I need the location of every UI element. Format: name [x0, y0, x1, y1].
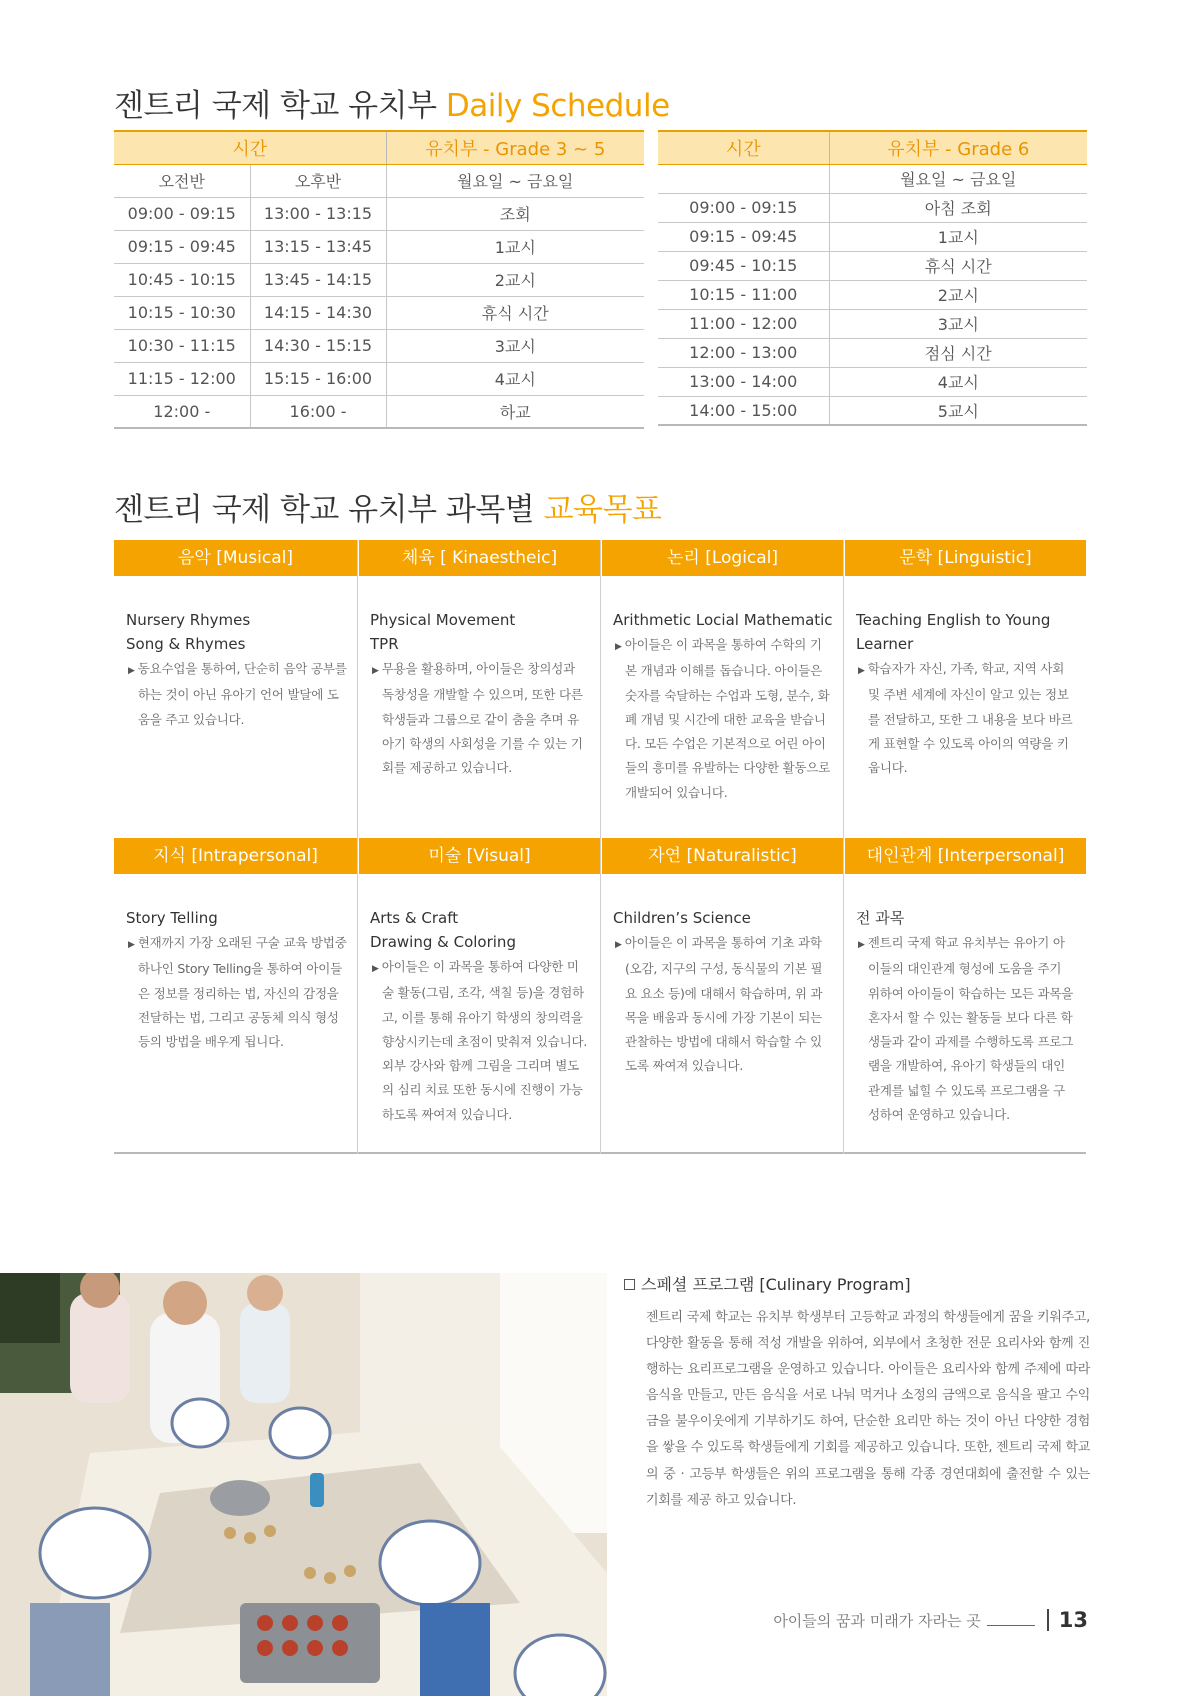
triangle-bullet-icon: ▶ — [128, 940, 135, 950]
subject-title: Nursery Rhymes Song & Rhymes — [126, 611, 251, 653]
table-cell: 1교시 — [829, 222, 1087, 251]
footer-separator-bar — [1047, 1609, 1049, 1631]
subject-intrapersonal — [114, 838, 357, 1154]
subject-interpersonal — [843, 838, 1086, 1154]
table-cell: 12:00 - — [114, 395, 250, 428]
subject-title: Arts & Craft Drawing & Coloring — [370, 909, 516, 951]
table-cell: 3교시 — [386, 329, 644, 362]
subject-visual — [357, 838, 600, 1154]
schedule-table-grade6 — [658, 130, 1087, 426]
table2-header-grade: 유치부 - Grade 6 — [829, 131, 1087, 164]
triangle-bullet-icon: ▶ — [372, 666, 379, 676]
table-cell: 2교시 — [829, 280, 1087, 309]
triangle-bullet-icon: ▶ — [858, 940, 865, 950]
subject-desc: 무용을 활용하며, 아이들은 창의성과 독창성을 개발할 수 있으며, 또한 다른 학생들과 그룹으로 같이 춤을 추며 유아기 학생의 사회성을 기를 수 있는 기회를 제공하고 있습니다. — [381, 661, 583, 776]
footer-divider-line — [987, 1625, 1035, 1626]
table-cell: 11:00 - 12:00 — [658, 309, 829, 338]
subject-naturalistic — [600, 838, 843, 1154]
table-row — [114, 362, 644, 395]
culinary-title: 스페셜 프로그램 [Culinary Program] — [641, 1275, 911, 1294]
schedule-table-grade3-5 — [114, 130, 644, 429]
table-cell: 점심 시간 — [829, 338, 1087, 367]
subject-title: 전 과목 — [856, 909, 905, 927]
subjects-row-2 — [114, 838, 1086, 1154]
table1-header-time: 시간 — [114, 131, 386, 164]
page-number: 13 — [1058, 1608, 1088, 1632]
subject-desc: 아이들은 이 과목을 통하여 다양한 미술 활동(그림, 조각, 색칠 등)을 경험하고, 이를 통해 유아기 학생의 창의력을 향상시키는데 초점이 맞춰져 있습니다. 외부 강사와 함께 그림을 그리며 별도의 심리 치료 또한 동시에 진행이 가능하도록 짜여져 있습니다. — [381, 959, 588, 1122]
table-cell: 09:00 - 09:15 — [658, 193, 829, 222]
subject-head: 지식 [Intrapersonal] — [114, 838, 357, 874]
table-cell: 휴식 시간 — [829, 251, 1087, 280]
triangle-bullet-icon: ▶ — [858, 666, 865, 676]
subject-desc: 동요수업을 통하여, 단순히 음악 공부를 하는 것이 아닌 유아기 언어 발달에 도움을 주고 있습니다. — [137, 661, 347, 727]
table-cell: 13:45 - 14:15 — [250, 263, 386, 296]
subject-logical — [600, 540, 843, 838]
table-cell: 09:15 - 09:45 — [658, 222, 829, 251]
table-cell: 09:00 - 09:15 — [114, 197, 250, 230]
table1-sub-days: 월요일 ~ 금요일 — [386, 164, 644, 197]
subject-desc: 학습자가 자신, 가족, 학교, 지역 사회 및 주변 세계에 자신이 알고 있는 정보를 전달하고, 또한 그 내용을 보다 바르게 표현할 수 있도록 아이의 역량을 키웁니다. — [867, 661, 1073, 776]
schedule-title-accent: Daily Schedule — [445, 88, 670, 124]
table-cell: 09:45 - 10:15 — [658, 251, 829, 280]
subject-head: 미술 [Visual] — [358, 838, 600, 874]
table-row — [114, 395, 644, 428]
subject-title: Arithmetic Locial Mathematic — [613, 611, 833, 629]
subject-desc: 현재까지 가장 오래된 구술 교육 방법중 하나인 Story Telling을 통하여 아이들은 정보를 정리하는 법, 자신의 감정을 전달하는 법, 그리고 공동체 의식 형성 등의 방법을 배우게 됩니다. — [137, 935, 347, 1050]
table-cell: 13:15 - 13:45 — [250, 230, 386, 263]
table-cell: 16:00 - — [250, 395, 386, 428]
subject-musical — [114, 540, 357, 838]
cooking-class-photo — [0, 1273, 607, 1696]
page-footer — [773, 1608, 1088, 1632]
table-cell: 1교시 — [386, 230, 644, 263]
table-cell: 14:00 - 15:00 — [658, 396, 829, 425]
subject-title: Teaching English to Young Learner — [856, 611, 1051, 653]
subject-linguistic — [843, 540, 1086, 838]
subject-head: 논리 [Logical] — [601, 540, 843, 576]
table-cell: 10:30 - 11:15 — [114, 329, 250, 362]
table-row — [114, 296, 644, 329]
footer-tagline: 아이들의 꿈과 미래가 자라는 곳 — [773, 1611, 981, 1630]
table-cell: 2교시 — [386, 263, 644, 296]
culinary-program — [624, 1272, 1090, 1514]
triangle-bullet-icon: ▶ — [615, 940, 622, 950]
table-cell: 13:00 - 13:15 — [250, 197, 386, 230]
subject-desc: 젠트리 국제 학교 유치부는 유아기 아이들의 대인관계 형성에 도움을 주기 위하여 아이들이 학습하는 모든 과목을 혼자서 할 수 있는 활동들 보다 다른 학생들과 같이 과제를 수행하도록 프로그램을 개발하여, 유아기 학생들의 대인관계를 넓힐 수 있도록 프로그램을 구성하여 운영하고 있습니다. — [867, 935, 1074, 1123]
culinary-text: 젠트리 국제 학교는 유치부 학생부터 고등학교 과정의 학생들에게 꿈을 키워주고, 다양한 활동을 통해 적성 개발을 위하여, 외부에서 초청한 전문 요리사와 함께 진행하는 요리프로그램을 운영하고 있습니다. 아이들은 요리사와 함께 주제에 따라 음식을 만들고, 만든 음식을 서로 나눠 먹거나 소정의 금액으로 음식을 팔고 수익금을 불우이웃에게 기부하기도 하여, 단순한 요리만 하는 것이 아닌 다양한 경험을 쌓을 수 있도록 학생들에게 기회를 제공하고 있습니다. 또한, 젠트리 국제 학교의 중 · 고등부 학생들은 위의 프로그램을 통해 각종 경연대회에 출전할 수 있는 기회를 제공 하고 있습니다. — [646, 1310, 1090, 1508]
subject-kinaesthetic — [357, 540, 600, 838]
table-row — [658, 193, 1087, 222]
table-row — [658, 396, 1087, 425]
table-cell: 11:15 - 12:00 — [114, 362, 250, 395]
triangle-bullet-icon: ▶ — [372, 964, 379, 974]
table1-sub-pm: 오후반 — [250, 164, 386, 197]
table2-sub-days: 월요일 ~ 금요일 — [829, 164, 1087, 193]
table-row — [658, 251, 1087, 280]
subject-title: Physical Movement TPR — [370, 611, 516, 653]
table-row — [658, 338, 1087, 367]
table-cell: 13:00 - 14:00 — [658, 367, 829, 396]
subject-desc: 아이들은 이 과목을 통하여 기초 과학(오감, 지구의 구성, 동식물의 기본 필요 요소 등)에 대해서 학습하며, 위 과목을 배움과 동시에 가장 기본이 되는 관찰하는 방법에 대해서 학습할 수 있도록 짜여져 있습니다. — [624, 935, 823, 1074]
triangle-bullet-icon: ▶ — [615, 642, 622, 652]
table-cell: 아침 조회 — [829, 193, 1087, 222]
square-bullet-icon — [624, 1279, 635, 1290]
subject-head: 문학 [Linguistic] — [844, 540, 1086, 576]
triangle-bullet-icon: ▶ — [128, 666, 135, 676]
subject-desc: 아이들은 이 과목을 통하여 수학의 기본 개념과 이해를 돕습니다. 아이들은 숫자를 숙달하는 수업과 도형, 분수, 화폐 개념 및 시간에 대한 교육을 받습니다. 모든 수업은 기본적으로 어린 아이들의 흥미를 유발하는 다양한 활동으로 개발되어 있습니다. — [624, 637, 831, 800]
table-cell: 조회 — [386, 197, 644, 230]
table-row — [658, 367, 1087, 396]
table-row — [114, 329, 644, 362]
table1-header-grade: 유치부 - Grade 3 ~ 5 — [386, 131, 644, 164]
goals-title-accent: 교육목표 — [543, 492, 662, 528]
subject-head: 체육 [ Kinaestheic] — [358, 540, 600, 576]
table-row — [114, 230, 644, 263]
schedule-title-main: 젠트리 국제 학교 유치부 — [114, 88, 437, 124]
schedule-title — [114, 80, 670, 125]
table-cell: 12:00 - 13:00 — [658, 338, 829, 367]
table-cell: 14:15 - 14:30 — [250, 296, 386, 329]
subject-title: Story Telling — [126, 909, 218, 927]
table-cell: 10:15 - 10:30 — [114, 296, 250, 329]
table-row — [658, 309, 1087, 338]
table-cell: 3교시 — [829, 309, 1087, 338]
table-cell: 14:30 - 15:15 — [250, 329, 386, 362]
subject-head: 음악 [Musical] — [114, 540, 357, 576]
subjects-row-1 — [114, 540, 1086, 838]
table2-sub-empty — [658, 164, 829, 193]
table-cell: 5교시 — [829, 396, 1087, 425]
table-cell: 10:45 - 10:15 — [114, 263, 250, 296]
goals-title — [114, 484, 661, 529]
table-cell: 15:15 - 16:00 — [250, 362, 386, 395]
table2-header-time: 시간 — [658, 131, 829, 164]
table-cell: 09:15 - 09:45 — [114, 230, 250, 263]
table-cell: 4교시 — [829, 367, 1087, 396]
table-cell: 휴식 시간 — [386, 296, 644, 329]
subject-head: 대인관계 [Interpersonal] — [844, 838, 1086, 874]
table-row — [114, 197, 644, 230]
table-cell: 10:15 - 11:00 — [658, 280, 829, 309]
table1-sub-am: 오전반 — [114, 164, 250, 197]
subject-title: Children’s Science — [613, 909, 751, 927]
table-row — [114, 263, 644, 296]
table-row — [658, 280, 1087, 309]
table-row — [658, 222, 1087, 251]
goals-title-main: 젠트리 국제 학교 유치부 과목별 — [114, 492, 535, 528]
table-cell: 하교 — [386, 395, 644, 428]
table-cell: 4교시 — [386, 362, 644, 395]
subject-head: 자연 [Naturalistic] — [601, 838, 843, 874]
